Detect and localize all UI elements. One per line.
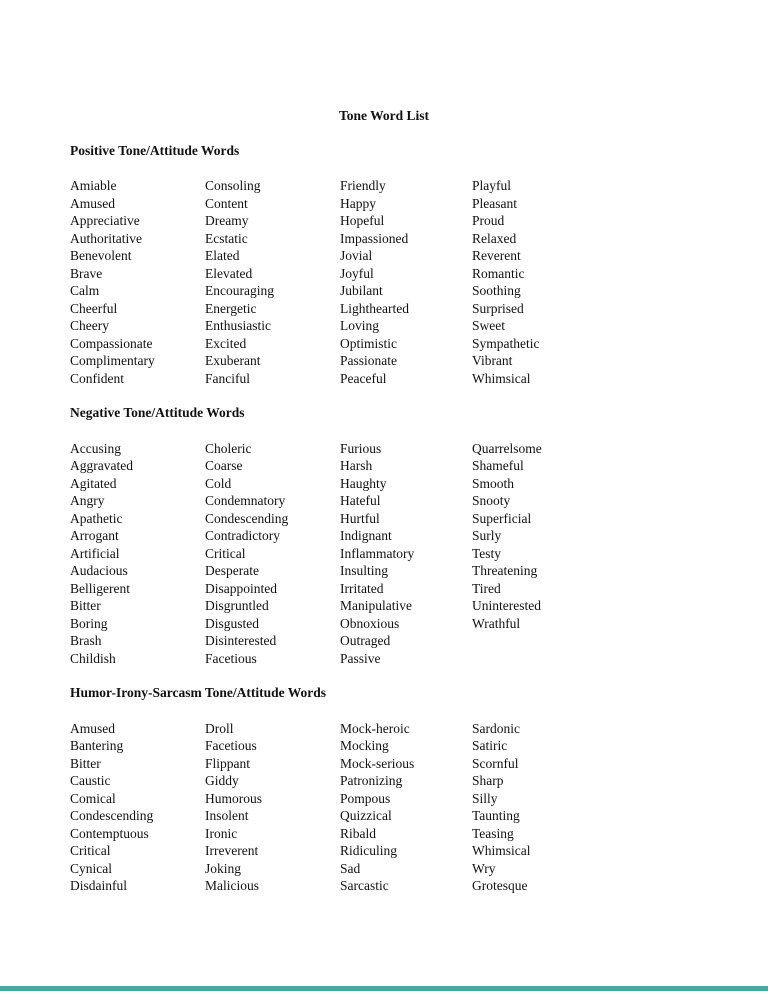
tone-word: Testy [472, 545, 502, 561]
tone-word: Taunting [472, 808, 520, 823]
tone-word: Enthusiastic [205, 318, 271, 333]
tone-word: Proud [472, 213, 505, 228]
tone-word: Impassioned [340, 230, 409, 246]
tone-word: Aggravated [70, 458, 133, 473]
tone-word: Apathetic [70, 510, 123, 526]
tone-word: Sweet [472, 318, 505, 333]
tone-word: Disappointed [205, 580, 277, 596]
tone-word: Silly [472, 790, 498, 806]
word-column [70, 177, 205, 387]
tone-word: Desperate [205, 563, 259, 578]
tone-word: Peaceful [340, 370, 387, 386]
tone-word: Disgusted [205, 615, 259, 631]
tone-word: Belligerent [70, 580, 130, 596]
tone-word: Indignant [340, 528, 392, 543]
tone-word: Appreciative [70, 213, 140, 228]
word-columns [70, 440, 698, 668]
tone-word: Fanciful [205, 370, 250, 386]
tone-word: Cheery [70, 318, 109, 333]
tone-word: Mock-serious [340, 755, 415, 771]
tone-word: Patronizing [340, 773, 403, 788]
tone-word: Angry [70, 493, 105, 508]
tone-word: Mocking [340, 738, 389, 753]
word-column [205, 720, 340, 895]
tone-word: Boring [70, 615, 108, 631]
tone-word: Ironic [205, 825, 238, 841]
tone-word: Benevolent [70, 248, 132, 263]
tone-word: Passionate [340, 353, 397, 368]
tone-word: Disinterested [205, 633, 277, 648]
tone-word: Critical [70, 843, 111, 858]
tone-word: Condemnatory [205, 493, 286, 508]
tone-word: Sympathetic [472, 335, 540, 351]
tone-word: Ribald [340, 825, 376, 841]
tone-word: Disdainful [70, 878, 127, 893]
tone-word: Haughty [340, 475, 387, 491]
tone-word: Pompous [340, 790, 391, 806]
tone-word: Agitated [70, 475, 117, 491]
tone-word: Furious [340, 440, 382, 456]
tone-word: Passive [340, 650, 381, 666]
tone-word: Amused [70, 720, 115, 736]
tone-word: Elated [205, 248, 240, 263]
tone-word: Friendly [340, 178, 386, 193]
tone-word: Teasing [472, 825, 514, 841]
tone-word: Facetious [205, 738, 257, 753]
section-heading-negative: Negative Tone/Attitude Words [70, 405, 245, 420]
tone-word: Giddy [205, 773, 239, 788]
tone-word: Facetious [205, 650, 257, 666]
tone-word: Humorous [205, 790, 262, 806]
tone-word: Amused [70, 195, 115, 211]
tone-word: Threatening [472, 563, 538, 578]
tone-word: Hurtful [340, 510, 380, 526]
tone-word: Energetic [205, 300, 257, 316]
tone-word: Wry [472, 860, 496, 876]
tone-word: Playful [472, 178, 511, 193]
tone-word: Critical [205, 545, 246, 561]
page-title: Tone Word List [338, 108, 430, 123]
tone-word: Whimsical [472, 843, 531, 858]
tone-word: Superficial [472, 510, 532, 526]
tone-word: Childish [70, 650, 116, 666]
word-column [205, 177, 340, 387]
tone-word: Consoling [205, 178, 261, 193]
tone-word: Insulting [340, 563, 389, 578]
tone-word: Brave [70, 265, 103, 281]
tone-word: Condescending [205, 510, 289, 526]
word-column [472, 177, 540, 387]
word-column [472, 720, 530, 895]
tone-word: Amiable [70, 178, 117, 193]
tone-word: Cheerful [70, 300, 118, 316]
tone-word: Inflammatory [340, 545, 415, 561]
tone-word: Happy [340, 195, 376, 211]
tone-word: Outraged [340, 633, 391, 648]
tone-word: Droll [205, 720, 234, 736]
tone-word: Ecstatic [205, 230, 248, 246]
tone-word: Contemptuous [70, 825, 149, 841]
tone-word: Romantic [472, 265, 525, 281]
section-negative [70, 404, 698, 667]
tone-word: Sad [340, 860, 361, 876]
tone-word: Compassionate [70, 335, 153, 351]
tone-word: Malicious [205, 878, 259, 893]
section-heading-positive: Positive Tone/Attitude Words [70, 142, 240, 158]
tone-word: Jubilant [340, 283, 383, 298]
tone-word: Brash [70, 633, 102, 648]
tone-word: Hopeful [340, 213, 385, 228]
tone-word: Obnoxious [340, 615, 400, 631]
tone-word: Irritated [340, 580, 384, 596]
word-column [70, 720, 205, 895]
tone-word: Pleasant [472, 195, 517, 211]
tone-word: Shameful [472, 458, 524, 473]
bottom-accent-bar [0, 986, 768, 991]
section-positive [70, 142, 698, 388]
tone-word: Bitter [70, 755, 101, 771]
tone-word: Authoritative [70, 230, 142, 246]
tone-word: Disgruntled [205, 598, 269, 613]
tone-word: Confident [70, 370, 124, 386]
tone-word: Insolent [205, 808, 249, 823]
tone-word: Sardonic [472, 720, 520, 736]
tone-word: Jovial [340, 248, 373, 263]
tone-word: Excited [205, 335, 247, 351]
word-column [340, 177, 472, 387]
tone-word: Contradictory [205, 528, 280, 543]
tone-word: Quarrelsome [472, 440, 542, 456]
tone-word: Flippant [205, 755, 251, 771]
section-heading-humor-irony-sarcasm: Humor-Irony-Sarcasm Tone/Attitude Words [70, 685, 327, 700]
tone-word: Relaxed [472, 230, 517, 246]
tone-word: Audacious [70, 563, 128, 578]
tone-word: Sharp [472, 773, 504, 788]
tone-word: Vibrant [472, 353, 513, 368]
tone-word: Encouraging [205, 283, 274, 298]
tone-word: Artificial [70, 545, 120, 561]
tone-word: Complimentary [70, 353, 155, 368]
word-columns [70, 177, 698, 387]
tone-word: Uninterested [472, 598, 541, 613]
tone-word: Tired [472, 580, 501, 596]
tone-word: Manipulative [340, 598, 412, 613]
tone-word: Irreverent [205, 843, 259, 858]
tone-word: Joyful [340, 265, 374, 281]
tone-word: Sarcastic [340, 878, 389, 893]
word-column [340, 440, 472, 668]
tone-word: Reverent [472, 248, 521, 263]
tone-word: Condescending [70, 808, 154, 823]
tone-word: Accusing [70, 440, 121, 456]
tone-word: Soothing [472, 283, 521, 298]
word-columns [70, 720, 698, 895]
tone-word: Wrathful [472, 615, 521, 631]
word-column [205, 440, 340, 668]
tone-word: Choleric [205, 440, 252, 456]
tone-word: Lighthearted [340, 300, 409, 316]
tone-word: Loving [340, 318, 379, 333]
tone-word: Harsh [340, 458, 373, 473]
tone-word: Comical [70, 790, 116, 806]
word-column [340, 720, 472, 895]
tone-word: Calm [70, 283, 100, 298]
tone-word: Grotesque [472, 878, 528, 893]
sections-container [70, 142, 698, 895]
tone-word: Bitter [70, 598, 101, 613]
tone-word: Snooty [472, 493, 511, 508]
tone-word: Caustic [70, 773, 111, 788]
tone-word: Smooth [472, 475, 515, 491]
tone-word: Whimsical [472, 370, 531, 386]
tone-word: Elevated [205, 265, 253, 281]
tone-word: Ridiculing [340, 843, 397, 858]
word-column [70, 440, 205, 668]
tone-word: Dreamy [205, 213, 249, 228]
tone-word: Exuberant [205, 353, 261, 368]
tone-word: Cynical [70, 860, 112, 876]
tone-word: Satiric [472, 738, 508, 753]
tone-word: Joking [205, 860, 242, 876]
tone-word: Optimistic [340, 335, 397, 351]
tone-word: Content [205, 195, 248, 211]
tone-word: Mock-heroic [340, 720, 410, 736]
tone-word: Hateful [340, 493, 381, 508]
tone-word: Bantering [70, 738, 124, 753]
tone-word: Surprised [472, 300, 524, 316]
tone-word: Scornful [472, 755, 519, 771]
tone-word: Cold [205, 475, 232, 491]
tone-word: Arrogant [70, 528, 119, 543]
section-humor-irony-sarcasm [70, 684, 698, 895]
word-column [472, 440, 542, 668]
tone-word: Quizzical [340, 808, 392, 823]
tone-word: Surly [472, 528, 502, 543]
tone-word: Coarse [205, 458, 243, 473]
